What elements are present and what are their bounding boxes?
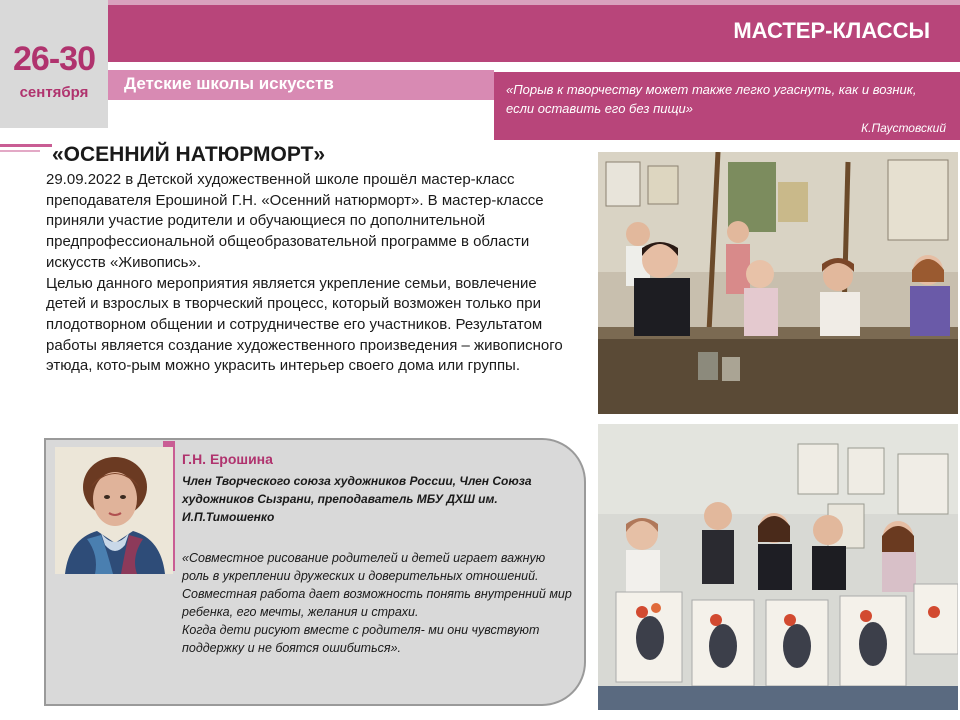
group-photo-image: [598, 424, 958, 710]
title-accent-line: [0, 144, 52, 147]
bio-name: Г.Н. Ерошина: [182, 451, 273, 467]
bio-quote-paragraph: «Совместное рисование родителей и детей играет важную роль в укреплении дружеских и доверительных отношений. Совместная работа дает возможность понять внутренний мир ребенка, его мечты, желания и страхи.: [182, 551, 572, 619]
page-title: МАСТЕР-КЛАССЫ: [733, 18, 930, 43]
quote-text: «Порыв к творчеству может также легко угаснуть, как и возник, если оставить его без пищи»: [506, 82, 917, 116]
group-photo: [598, 424, 958, 710]
portrait-icon: [55, 447, 173, 574]
article-body: [46, 170, 576, 377]
class-photo: [598, 152, 958, 414]
event-month: сентября: [19, 84, 89, 101]
event-dates: 26-30: [13, 40, 95, 78]
article-paragraph: 29.09.2022 в Детской художественной школе прошёл мастер-класс преподавателя Ерошиной Г.Н. «Осенний натюрморт». В мастер-классе приняли участие родители и обучающиеся по дополнительной предпрофессиональной общеобразовательной программе в области искусств «Живопись».: [46, 171, 544, 271]
bio-quote-paragraph: Когда дети рисуют вместе с родителя- ми они чувствуют поддержку и не боятся ошибиться».: [182, 623, 540, 655]
class-photo-image: [598, 152, 958, 414]
quote-author: К.Паустовский: [861, 121, 946, 135]
bio-role: Член Творческого союза художников России, Член Союза художников Сызрани, преподаватель МБУ ДХШ им. И.П.Тимошенко: [182, 474, 532, 524]
section-title: Детские школы искусств: [124, 74, 334, 93]
header-band-highlight: [108, 0, 960, 5]
portrait-photo: [55, 447, 173, 574]
article-paragraph: Целью данного мероприятия является укрепление семьи, вовлечение детей и взрослых в творческий процесс, который возможен только при плодотворном общении и сотрудничестве его участников. Результатом работы является создание художественного произведения – живописного этюда, кото-рым можно украсить интерьер своего дома или группы.: [46, 274, 563, 375]
article-title: «ОСЕННИЙ НАТЮРМОРТ»: [52, 143, 326, 166]
bio-quote: [182, 549, 574, 657]
title-accent-line-secondary: [0, 150, 40, 152]
